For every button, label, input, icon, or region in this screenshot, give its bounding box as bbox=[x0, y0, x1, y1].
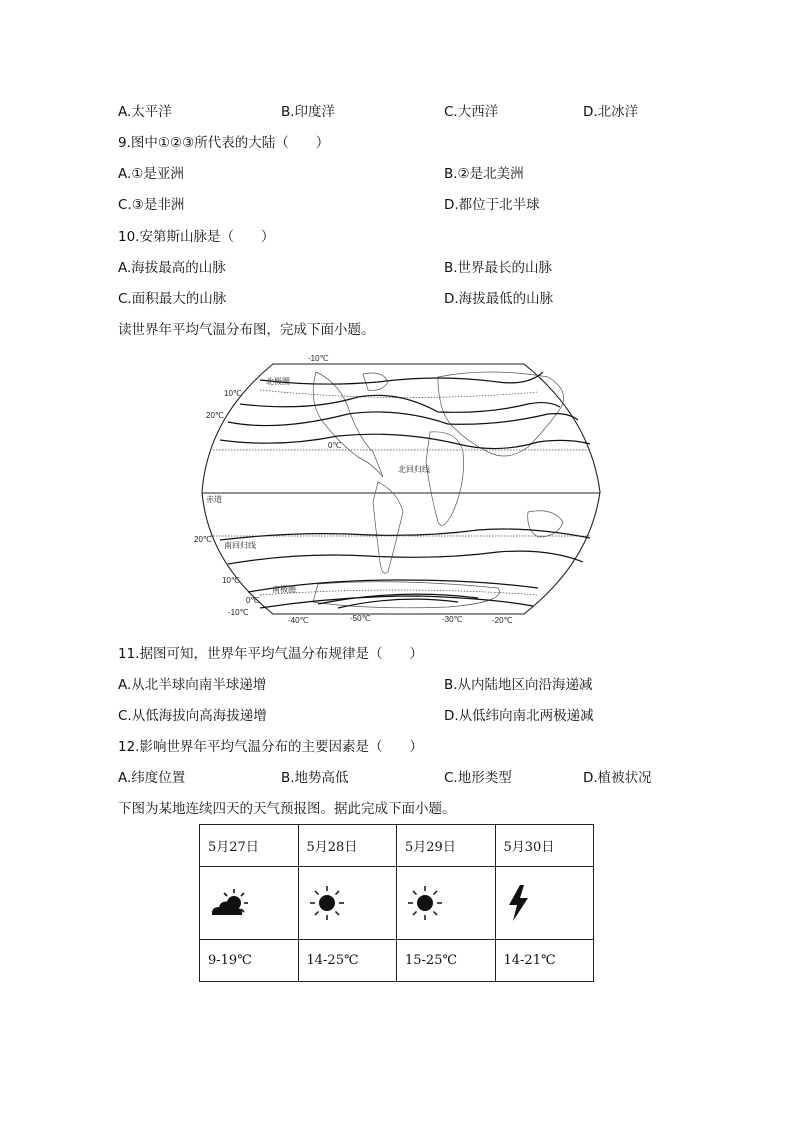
label-minus20: -20℃ bbox=[492, 616, 513, 625]
partly-cloudy-icon bbox=[208, 885, 252, 921]
label-tropic-of-capricorn: 南回归线 bbox=[224, 541, 256, 550]
q11-option-a[interactable]: A.从北半球向南半球递增 bbox=[118, 677, 267, 693]
q11-option-d[interactable]: D.从低纬向南北两极递减 bbox=[444, 708, 594, 724]
q8-option-b[interactable]: B.印度洋 bbox=[281, 104, 336, 120]
isotherm-s-minus10 bbox=[260, 596, 533, 608]
q8-option-a[interactable]: A.太平洋 bbox=[118, 104, 172, 120]
q11-option-b[interactable]: B.从内陆地区向沿海递减 bbox=[444, 677, 593, 693]
label-s10: 10℃ bbox=[222, 576, 240, 585]
label-minus40: -40℃ bbox=[288, 616, 309, 625]
isotherm-n-20 bbox=[220, 434, 590, 448]
q12-option-b[interactable]: B.地势高低 bbox=[281, 770, 349, 786]
q10-stem: 10.安第斯山脉是（ ） bbox=[118, 229, 275, 245]
temperature-cell: 15-25℃ bbox=[397, 940, 496, 982]
q9-option-d[interactable]: D.都位于北半球 bbox=[444, 197, 540, 213]
icon-cell bbox=[200, 867, 299, 940]
label-n20: 20℃ bbox=[206, 411, 224, 420]
label-tropic-of-cancer: 北回归线 bbox=[398, 465, 430, 474]
world-temperature-map bbox=[194, 352, 604, 628]
date-cell: 5月29日 bbox=[397, 825, 496, 867]
arctic-circle-line bbox=[260, 390, 538, 398]
q12-option-a[interactable]: A.纬度位置 bbox=[118, 770, 186, 786]
icon-cell bbox=[397, 867, 496, 940]
label-minus30: -30℃ bbox=[442, 615, 463, 624]
q9-option-b[interactable]: B.②是北美洲 bbox=[444, 166, 524, 182]
label-arctic-circle: 北极圈 bbox=[266, 377, 290, 386]
q9-stem: 9.图中①②③所代表的大陆（ ） bbox=[118, 135, 330, 151]
q9-option-a[interactable]: A.①是亚洲 bbox=[118, 166, 184, 182]
weather-intro: 下图为某地连续四天的天气预报图。据此完成下面小题。 bbox=[118, 801, 456, 817]
isotherm-n-minus10 bbox=[260, 372, 543, 384]
south-america-outline bbox=[373, 482, 403, 573]
map-outline bbox=[202, 364, 600, 614]
q9-option-c[interactable]: C.③是非洲 bbox=[118, 197, 185, 213]
isotherms bbox=[220, 372, 590, 608]
q12-option-d[interactable]: D.植被状况 bbox=[583, 770, 652, 786]
date-cell: 5月28日 bbox=[298, 825, 397, 867]
date-cell: 5月30日 bbox=[495, 825, 594, 867]
label-top-minus10: -10℃ bbox=[308, 354, 329, 363]
q8-option-c[interactable]: C.大西洋 bbox=[444, 104, 499, 120]
temperature-cell: 14-21℃ bbox=[495, 940, 594, 982]
q10-option-b[interactable]: B.世界最长的山脉 bbox=[444, 260, 553, 276]
temperature-cell: 9-19℃ bbox=[200, 940, 299, 982]
isotherm-n-0 bbox=[240, 395, 560, 412]
label-antarctic-circle: 南极圈 bbox=[272, 585, 296, 594]
continent-outlines bbox=[313, 372, 564, 608]
q11-stem: 11.据图可知，世界年平均气温分布规律是（ ） bbox=[118, 646, 423, 662]
q10-option-d[interactable]: D.海拔最低的山脉 bbox=[444, 291, 554, 307]
map-intro: 读世界年平均气温分布图，完成下面小题。 bbox=[118, 322, 375, 338]
isotherm-s-10 bbox=[228, 551, 583, 564]
weather-forecast-table bbox=[199, 824, 594, 982]
label-minus50: -50℃ bbox=[350, 614, 371, 623]
date-cell: 5月27日 bbox=[200, 825, 299, 867]
q12-stem: 12.影响世界年平均气温分布的主要因素是（ ） bbox=[118, 739, 423, 755]
q10-option-c[interactable]: C.面积最大的山脉 bbox=[118, 291, 227, 307]
isotherm-n-10 bbox=[228, 412, 578, 426]
date-row bbox=[200, 825, 594, 867]
africa-outline bbox=[426, 432, 464, 525]
label-n10: 10℃ bbox=[224, 389, 242, 398]
q10-option-a[interactable]: A.海拔最高的山脉 bbox=[118, 260, 226, 276]
label-s0: 0℃ bbox=[246, 596, 260, 605]
north-america-outline bbox=[313, 372, 383, 477]
label-s20: 20℃ bbox=[194, 535, 212, 544]
sunny-icon bbox=[405, 883, 445, 923]
icon-cell bbox=[298, 867, 397, 940]
icon-cell bbox=[495, 867, 594, 940]
icon-row bbox=[200, 867, 594, 940]
temperature-row bbox=[200, 940, 594, 982]
sunny-icon bbox=[307, 883, 347, 923]
thunder-icon bbox=[504, 883, 534, 923]
q12-option-c[interactable]: C.地形类型 bbox=[444, 770, 512, 786]
label-n-zero: 0℃ bbox=[328, 441, 342, 450]
label-s-minus10: -10℃ bbox=[228, 608, 249, 617]
temperature-cell: 14-25℃ bbox=[298, 940, 397, 982]
q11-option-c[interactable]: C.从低海拔向高海拔递增 bbox=[118, 708, 267, 724]
q8-option-d[interactable]: D.北冰洋 bbox=[583, 104, 639, 120]
label-equator: 赤道 bbox=[206, 495, 222, 504]
